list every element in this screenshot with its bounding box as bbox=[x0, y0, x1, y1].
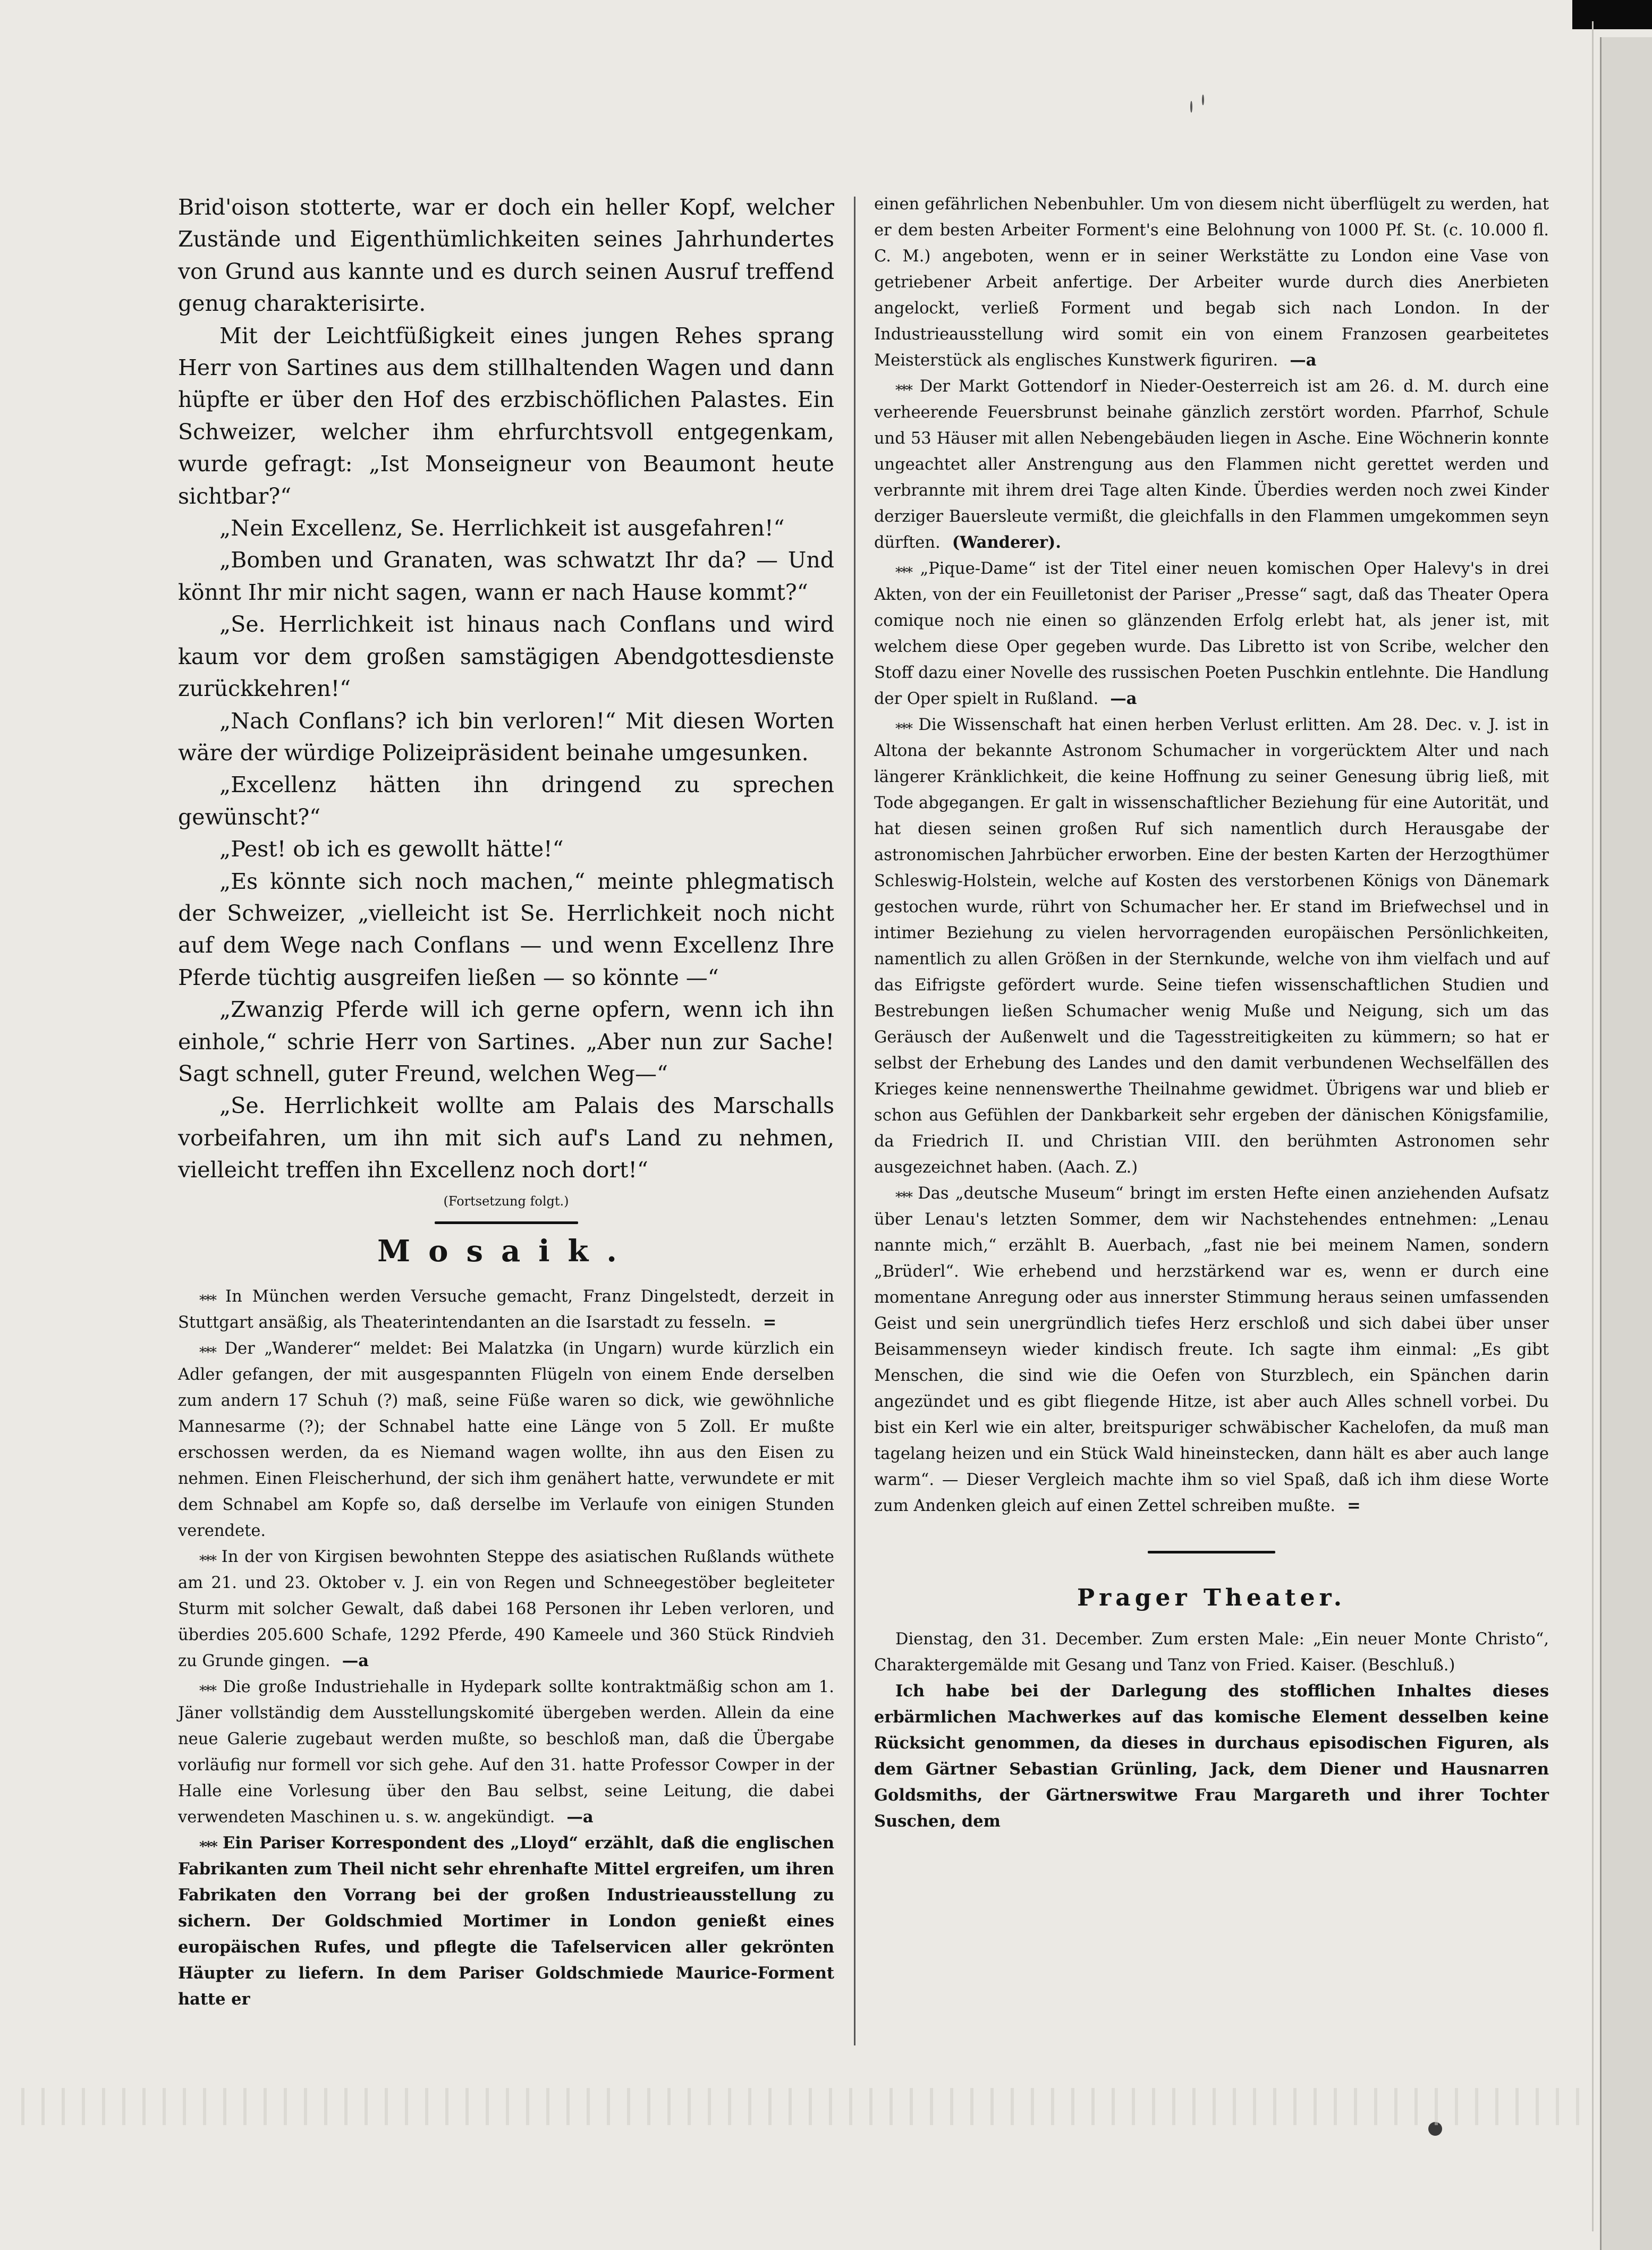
dinkus-ornament: ⁎⁎⁎ bbox=[895, 561, 911, 576]
item-end-mark: —a bbox=[1110, 689, 1137, 708]
bottom-scan-noise bbox=[21, 2088, 1589, 2125]
story-paragraph: Mit der Leichtfüßigkeit eines jungen Rehes sprang Herr von Sartines aus dem stillhaltenden Wagen und dann hüpfte er über den Hof des erzbischöflichen Palastes. Ein Schweizer, welcher ihm ehrfurchtsvoll entgegenkam, wurde gefragt: „Ist Monseigneur von Beaumont heute sichtbar?“ bbox=[178, 322, 834, 509]
mosaik-heading: Mosaik. bbox=[377, 1233, 635, 1269]
mosaik-item-text: Das „deutsche Museum“ bringt im ersten Hefte einen anziehenden Aufsatz über Lenau's letzten Sommer, dem wir Nachstehendes entnehmen: „Lenau nannte mich,“ erzählt B. Auerbach, „fast nie bei meinem Namen, sondern „Brüderl“. Wie erhebend und herzstärkend war es, wenn er durch eine momentane Anregung oder aus innerster Stimmung heraus seinen umfassenden Geist und sein unergründlich tiefes Herz erschloß und sich dabei über unser Beisammenseyn wieder kindisch freute. Ich sagte ihm einmal: „Es gibt Menschen, die sind wie die Oefen von Sturzblech, ein Spänchen darin angezündet und es gibt fliegende Hitze, ist aber auch Alles schnell vorbei. Du bist ein Kerl wie ein alter, breitspuriger schwäbischer Kachelofen, da muß man tagelang heizen und ein Stück Wald hineinstecken, dann hält es aber auch lange warm“. — Dieser Vergleich machte ihm so viel Spaß, daß ich ihm diese Worte zum Andenken gleich auf einen Zettel schreiben mußte. bbox=[874, 1184, 1549, 1515]
dinkus-ornament: ⁎⁎⁎ bbox=[199, 1835, 216, 1851]
continuation-note: (Fortsetzung folgt.) bbox=[443, 1193, 569, 1209]
left-column bbox=[178, 191, 834, 2013]
item-end-mark: —a bbox=[1290, 351, 1317, 370]
section-rule bbox=[435, 1221, 578, 1224]
dinkus-ornament: ⁎⁎⁎ bbox=[199, 1548, 215, 1565]
mosaik-item bbox=[178, 1544, 834, 1674]
item-end-mark: = bbox=[763, 1312, 777, 1332]
mosaik-item-text: In München werden Versuche gemacht, Franz Dingelstedt, derzeit in Stuttgart ansäßig, als Theaterintendanten an die Isarstadt zu fesseln. bbox=[178, 1287, 834, 1332]
page-fold-line bbox=[1592, 21, 1594, 2231]
story-paragraph: „Se. Herrlichkeit ist hinaus nach Conflans und wird kaum vor dem großen samstägigen Abendgottesdienste zurückkehren!“ bbox=[178, 612, 834, 702]
theater-paragraph: Ich habe bei der Darlegung des stofflichen Inhaltes dieses erbärmlichen Machwerkes auf das komische Element desselben keine Rücksicht genommen, da dieses in durchaus episodischen Figuren, als dem Gärtner Sebastian Grünling, Jack, dem Diener und Hausnarren Goldsmiths, der Gärtnerswitwe Frau Margareth und ihrer Tochter Suschen, dem bbox=[874, 1682, 1549, 1831]
item-end-mark: (Wanderer). bbox=[952, 533, 1061, 552]
story-paragraph: „Se. Herrlichkeit wollte am Palais des Marschalls vorbeifahren, um ihn mit sich auf's Land zu nehmen, vielleicht treffen ihn Excellenz noch dort!“ bbox=[178, 1093, 834, 1183]
mosaik-item-text: Die große Industriehalle in Hydepark sollte kontraktmäßig schon am 1. Jäner vollständig dem Ausstellungskomité übergeben werden. Allein da eine neue Galerie zugebaut werden mußte, so beschloß man, daß die Übergabe vorläufig nur formell vor sich gehe. Auf den 31. hatte Professor Cowper in der Halle eine Vorlesung über den Bau selbst, seine Leitung, die dabei verwendeten Maschinen u. s. w. angekündigt. bbox=[178, 1677, 834, 1827]
story-paragraph: „Bomben und Granaten, was schwatzt Ihr da? — Und könnt Ihr mir nicht sagen, wann er nach Hause kommt?“ bbox=[178, 547, 834, 605]
ink-speck bbox=[1202, 95, 1204, 105]
ink-speck bbox=[1190, 101, 1192, 113]
mosaik-item-text: Ein Pariser Korrespondent des „Lloyd“ erzählt, daß die englischen Fabrikanten zum Theil nicht sehr ehrenhafte Mittel ergreifen, um ihren Fabrikaten den Vorrang bei der großen Industrieausstellung zu sichern. Der Goldschmied Mortimer in London genießt eines europäischen Rufes, und pflegte die Tafelservicen aller gekrönten Häupter zu liefern. In dem Pariser Goldschmiede Maurice-Forment hatte er bbox=[178, 1833, 834, 2009]
right-column bbox=[874, 191, 1549, 1835]
mosaik-item bbox=[178, 1336, 834, 1544]
mosaik-item bbox=[874, 556, 1549, 712]
item-end-mark: = bbox=[1347, 1496, 1361, 1515]
mosaik-item-text: In der von Kirgisen bewohnten Steppe des asiatischen Rußlands wüthete am 21. und 23. Oktober v. J. ein von Regen und Schneegestöber begleiteter Sturm mit solcher Gewalt, daß dabei 168 Personen ihr Leben verloren, und überdies 205.600 Schafe, 1292 Pferde, 490 Kameele und 360 Stück Rindvieh zu Grunde gingen. bbox=[178, 1547, 834, 1670]
story-paragraph: Brid'oison stotterte, war er doch ein heller Kopf, welcher Zustände und Eigenthümlichkeiten seines Jahrhundertes von Grund aus kannte und es durch seinen Ausruf treffend genug charakterisirte. bbox=[178, 194, 834, 317]
mosaik-item-text: einen gefährlichen Nebenbuhler. Um von diesem nicht überflügelt zu werden, hat er dem besten Arbeiter Forment's eine Belohnung von 1000 Pf. St. (c. 10.000 fl. C. M.) angeboten, wenn er in seiner Werkstätte zu London eine Vase von getriebener Arbeit anfertige. Der Arbeiter wurde durch dies Anerbieten angelockt, verließ Forment und begab sich nach London. In der Industrieausstellung wird somit ein von einem Franzosen gearbeitetes Meisterstück als englisches Kunstwerk figuriren. bbox=[874, 195, 1549, 370]
mosaik-item bbox=[874, 712, 1549, 1181]
mosaik-item bbox=[178, 1830, 834, 2013]
theater-heading: Prager Theater. bbox=[1077, 1584, 1346, 1611]
dinkus-ornament: ⁎⁎⁎ bbox=[895, 378, 911, 394]
dinkus-ornament: ⁎⁎⁎ bbox=[199, 1340, 215, 1356]
item-end-mark: —a bbox=[566, 1807, 594, 1827]
scan-edge-dark bbox=[1572, 0, 1652, 29]
story-paragraph: „Pest! ob ich es gewollt hätte!“ bbox=[219, 836, 564, 862]
theater-paragraph: Dienstag, den 31. December. Zum ersten Male: „Ein neuer Monte Christo“, Charaktergemälde mit Gesang und Tanz von Fried. Kaiser. (Beschluß.) bbox=[874, 1630, 1549, 1675]
mosaik-item bbox=[178, 1284, 834, 1336]
story-paragraph: „Es könnte sich noch machen,“ meinte phlegmatisch der Schweizer, „vielleicht ist Se. Herrlichkeit noch nicht auf dem Wege nach Conflans — und wenn Excellenz Ihre Pferde tüchtig ausgreifen ließen — so könnte —“ bbox=[178, 868, 834, 990]
mosaik-item-text: „Pique-Dame“ ist der Titel einer neuen komischen Oper Halevy's in drei Akten, von der ein Feuilletonist der Pariser „Presse“ sagt, daß das Theater Opera comique noch nie einen so glänzenden Erfolg erlebt hat, als jener ist, mit welchem diese Oper gegeben wurde. Das Libretto ist von Scribe, welcher den Stoff dazu einer Novelle des russischen Poeten Puschkin entlehnte. Die Handlung der Oper spielt in Rußland. bbox=[874, 559, 1549, 708]
mosaik-item-text: Die Wissenschaft hat einen herben Verlust erlitten. Am 28. Dec. v. J. ist in Altona der bekannte Astronom Schumacher in vorgerücktem Alter und nach längerer Kränklichkeit, die keine Hoffnung zu seiner Genesung übrig ließ, mit Tode abgegangen. Er galt in wissenschaftlicher Beziehung für eine Autorität, und hat diesen seinen großen Ruf sich namentlich durch Herausgabe der astronomischen Jahrbücher erworben. Eine der besten Karten der Herzogthümer Schleswig-Holstein, welche auf Kosten des verstorbenen Königs von Dänemark gestochen wurde, rührt von Schumacher her. Er stand im Briefwechsel und in intimer Beziehung zu vielen hervorragenden europäischen Persönlichkeiten, namentlich zu allen Größen in der Sternkunde, welche von ihm vielfach und auf das Eifrigste gefördert wurde. Seine tiefen wissenschaftlichen Studien und Bestrebungen ließen Schumacher wenig Muße und Neigung, sich um das Geräusch der Außenwelt und die Tagesstreitigkeiten zu kümmern; so hat er selbst der Erhebung des Landes und den damit verbundenen Wechselfällen des Krieges keine nennenswerthe Theilnahme gewidmet. Übrigens war und blieb er schon aus Gefühlen der Dankbarkeit sehr ergeben der dänischen Königsfamilie, da Friedrich II. und Christian VIII. den berühmten Astronomen sehr ausgezeichnet haben. (Aach. Z.) bbox=[874, 716, 1549, 1177]
dinkus-ornament: ⁎⁎⁎ bbox=[895, 717, 911, 733]
mosaik-item bbox=[874, 373, 1549, 556]
scan-edge-right bbox=[1600, 37, 1652, 2250]
mosaik-item bbox=[874, 191, 1549, 373]
newspaper-page bbox=[178, 191, 1562, 2051]
story-paragraph: „Excellenz hätten ihn dringend zu sprechen gewünscht?“ bbox=[178, 772, 834, 830]
mosaik-item bbox=[874, 1181, 1549, 1519]
mosaik-item-text: Der Markt Gottendorf in Nieder-Oesterreich ist am 26. d. M. durch eine verheerende Feuersbrunst beinahe gänzlich zerstört worden. Pfarrhof, Schule und 53 Häuser mit allen Nebengebäuden liegen in Asche. Eine Wöchnerin konnte ungeachtet aller Anstrengung aus den Flammen nicht gerettet werden und verbrannte mit ihrem drei Tage alten Kinde. Überdies werden noch zwei Kinder derziger Bauersleute vermißt, die gleichfalls in den Flammen umgekommen seyn dürften. bbox=[874, 377, 1549, 552]
dinkus-ornament: ⁎⁎⁎ bbox=[199, 1288, 215, 1304]
column-divider bbox=[854, 197, 855, 2045]
story-paragraph: „Nein Excellenz, Se. Herrlichkeit ist ausgefahren!“ bbox=[219, 515, 785, 541]
mosaik-item-text: Der „Wanderer“ meldet: Bei Malatzka (in Ungarn) wurde kürzlich ein Adler gefangen, der mit ausgespannten Flügeln von einem Ende derselben zum andern 17 Schuh (?) maß, seine Füße waren so dick, wie gewöhnliche Mannesarme (?); der Schnabel hatte eine Länge von 5 Zoll. Er mußte erschossen werden, da es Niemand wagen wollte, ihn aus den Eisen zu nehmen. Einen Fleischerhund, der sich ihm genähert hatte, verwundete er mit dem Schnabel am Kopfe so, daß derselbe im Verlaufe von einigen Stunden verendete. bbox=[178, 1339, 834, 1540]
story-paragraph: „Nach Conflans? ich bin verloren!“ Mit diesen Worten wäre der würdige Polizeipräsident beinahe umgesunken. bbox=[178, 708, 834, 766]
item-end-mark: —a bbox=[342, 1651, 369, 1670]
story-paragraph: „Zwanzig Pferde will ich gerne opfern, wenn ich ihn einhole,“ schrie Herr von Sartines. „Aber nun zur Sache! Sagt schnell, guter Freund, welchen Weg—“ bbox=[178, 997, 834, 1086]
spacer bbox=[874, 1519, 1549, 1551]
section-rule bbox=[1148, 1551, 1275, 1553]
mosaik-item bbox=[178, 1674, 834, 1830]
dinkus-ornament: ⁎⁎⁎ bbox=[895, 1185, 911, 1201]
dinkus-ornament: ⁎⁎⁎ bbox=[199, 1678, 215, 1695]
